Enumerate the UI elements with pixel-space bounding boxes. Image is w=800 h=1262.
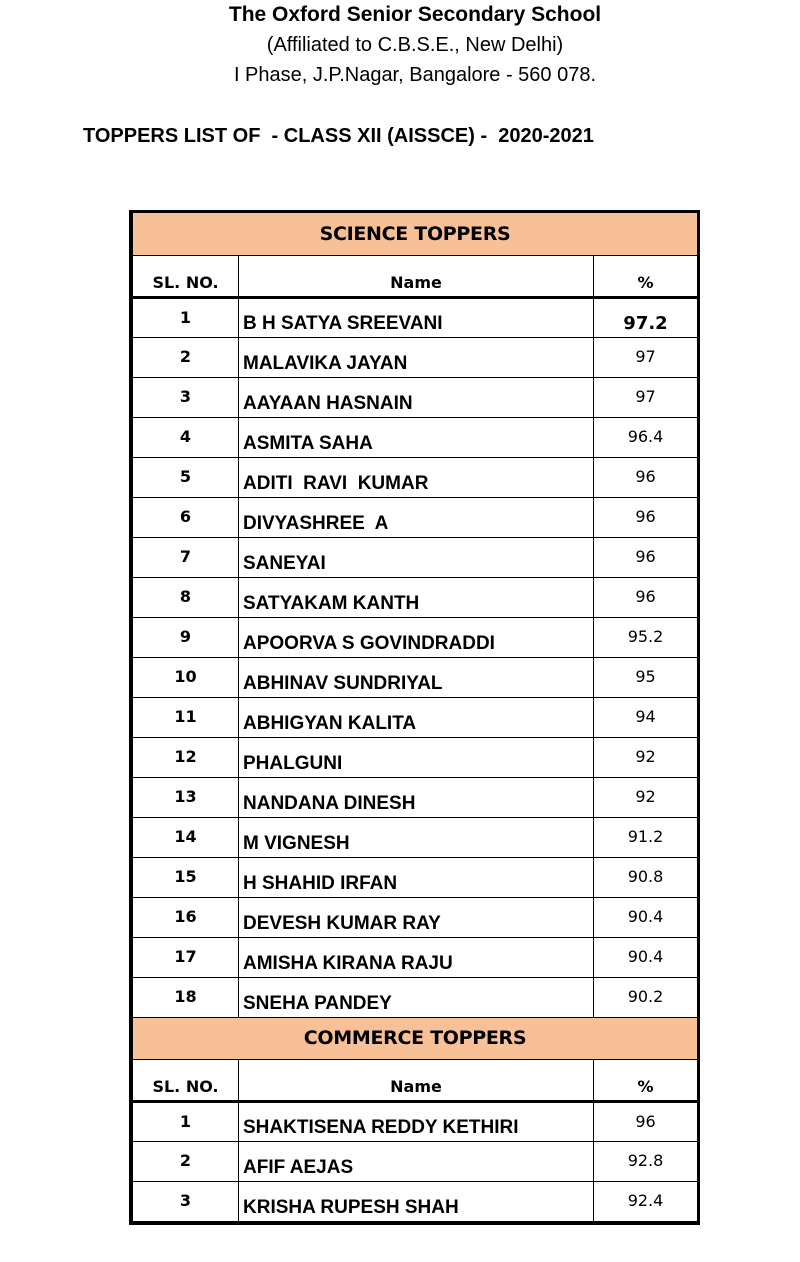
student-name: MALAVIKA JAYAN — [239, 337, 594, 377]
science-table-row — [133, 497, 698, 537]
percentage: 90.4 — [594, 897, 698, 937]
percentage: 96 — [594, 497, 698, 537]
student-name: H SHAHID IRFAN — [239, 857, 594, 897]
serial-number: 8 — [133, 577, 239, 617]
name-header: Name — [239, 255, 594, 297]
science-table-row — [133, 977, 698, 1017]
science-table-row — [133, 937, 698, 977]
science-section-title: SCIENCE TOPPERS — [133, 213, 698, 255]
commerce-table-row — [133, 1101, 698, 1141]
percentage: 97 — [594, 377, 698, 417]
student-name: DIVYASHREE A — [239, 497, 594, 537]
name-header: Name — [239, 1059, 594, 1101]
commerce-table-row — [133, 1181, 698, 1221]
student-name: SHAKTISENA REDDY KETHIRI — [239, 1101, 594, 1141]
student-name: ABHIGYAN KALITA — [239, 697, 594, 737]
percentage: 95.2 — [594, 617, 698, 657]
serial-number: 4 — [133, 417, 239, 457]
percent-header: % — [594, 1059, 698, 1101]
toppers-table-body — [133, 213, 698, 1221]
percentage: 96 — [594, 577, 698, 617]
commerce-table-row — [133, 1141, 698, 1181]
percentage: 96 — [594, 457, 698, 497]
serial-number: 3 — [133, 377, 239, 417]
student-name: APOORVA S GOVINDRADDI — [239, 617, 594, 657]
science-table-row — [133, 617, 698, 657]
percentage: 92.8 — [594, 1141, 698, 1181]
serial-number: 1 — [133, 1101, 239, 1141]
percentage: 92.4 — [594, 1181, 698, 1221]
percentage: 90.4 — [594, 937, 698, 977]
serial-number: 9 — [133, 617, 239, 657]
percentage: 96.4 — [594, 417, 698, 457]
serial-number: 5 — [133, 457, 239, 497]
school-name: The Oxford Senior Secondary School — [228, 3, 602, 26]
student-name: AMISHA KIRANA RAJU — [239, 937, 594, 977]
science-table-row — [133, 657, 698, 697]
serial-number: 15 — [133, 857, 239, 897]
science-table-row — [133, 417, 698, 457]
student-name: KRISHA RUPESH SHAH — [239, 1181, 594, 1221]
percentage: 92 — [594, 777, 698, 817]
affiliation-line: (Affiliated to C.B.S.E., New Delhi) — [266, 34, 564, 56]
student-name: SANEYAI — [239, 537, 594, 577]
percentage: 94 — [594, 697, 698, 737]
percent-header: % — [594, 255, 698, 297]
student-name: ADITI RAVI KUMAR — [239, 457, 594, 497]
serial-number: 16 — [133, 897, 239, 937]
student-name: NANDANA DINESH — [239, 777, 594, 817]
commerce-section-title: COMMERCE TOPPERS — [133, 1017, 698, 1059]
address-line: I Phase, J.P.Nagar, Bangalore - 560 078. — [233, 64, 597, 86]
student-name: ABHINAV SUNDRIYAL — [239, 657, 594, 697]
science-table-row — [133, 817, 698, 857]
student-name: DEVESH KUMAR RAY — [239, 897, 594, 937]
serial-number: 1 — [133, 297, 239, 337]
percentage: 91.2 — [594, 817, 698, 857]
percentage: 92 — [594, 737, 698, 777]
student-name: SATYAKAM KANTH — [239, 577, 594, 617]
student-name: B H SATYA SREEVANI — [239, 297, 594, 337]
serial-number: 11 — [133, 697, 239, 737]
percentage: 96 — [594, 1101, 698, 1141]
science-table-row — [133, 457, 698, 497]
sl-no-header: SL. NO. — [133, 255, 239, 297]
serial-number: 2 — [133, 337, 239, 377]
science-table-row — [133, 857, 698, 897]
commerce-column-headers — [133, 1059, 698, 1101]
student-name: ASMITA SAHA — [239, 417, 594, 457]
science-column-headers — [133, 255, 698, 297]
serial-number: 12 — [133, 737, 239, 777]
science-table-row — [133, 577, 698, 617]
science-section-header — [133, 213, 698, 255]
serial-number: 3 — [133, 1181, 239, 1221]
serial-number: 14 — [133, 817, 239, 857]
student-name: AAYAAN HASNAIN — [239, 377, 594, 417]
percentage: 95 — [594, 657, 698, 697]
science-table-row — [133, 777, 698, 817]
student-name: AFIF AEJAS — [239, 1141, 594, 1181]
serial-number: 6 — [133, 497, 239, 537]
percentage: 90.8 — [594, 857, 698, 897]
percentage: 97.2 — [594, 297, 698, 337]
science-table-row — [133, 377, 698, 417]
commerce-section-header — [133, 1017, 698, 1059]
percentage: 96 — [594, 537, 698, 577]
serial-number: 13 — [133, 777, 239, 817]
student-name: SNEHA PANDEY — [239, 977, 594, 1017]
science-table-row — [133, 697, 698, 737]
science-table-row — [133, 297, 698, 337]
toppers-table — [129, 210, 700, 1225]
serial-number: 10 — [133, 657, 239, 697]
science-table-row — [133, 537, 698, 577]
percentage: 97 — [594, 337, 698, 377]
science-table-row — [133, 737, 698, 777]
percentage: 90.2 — [594, 977, 698, 1017]
student-name: PHALGUNI — [239, 737, 594, 777]
toppers-list-title: TOPPERS LIST OF - CLASS XII (AISSCE) - 2020-2021 — [83, 125, 594, 147]
science-table-row — [133, 897, 698, 937]
serial-number: 17 — [133, 937, 239, 977]
serial-number: 18 — [133, 977, 239, 1017]
science-table-row — [133, 337, 698, 377]
serial-number: 7 — [133, 537, 239, 577]
sl-no-header: SL. NO. — [133, 1059, 239, 1101]
student-name: M VIGNESH — [239, 817, 594, 857]
serial-number: 2 — [133, 1141, 239, 1181]
